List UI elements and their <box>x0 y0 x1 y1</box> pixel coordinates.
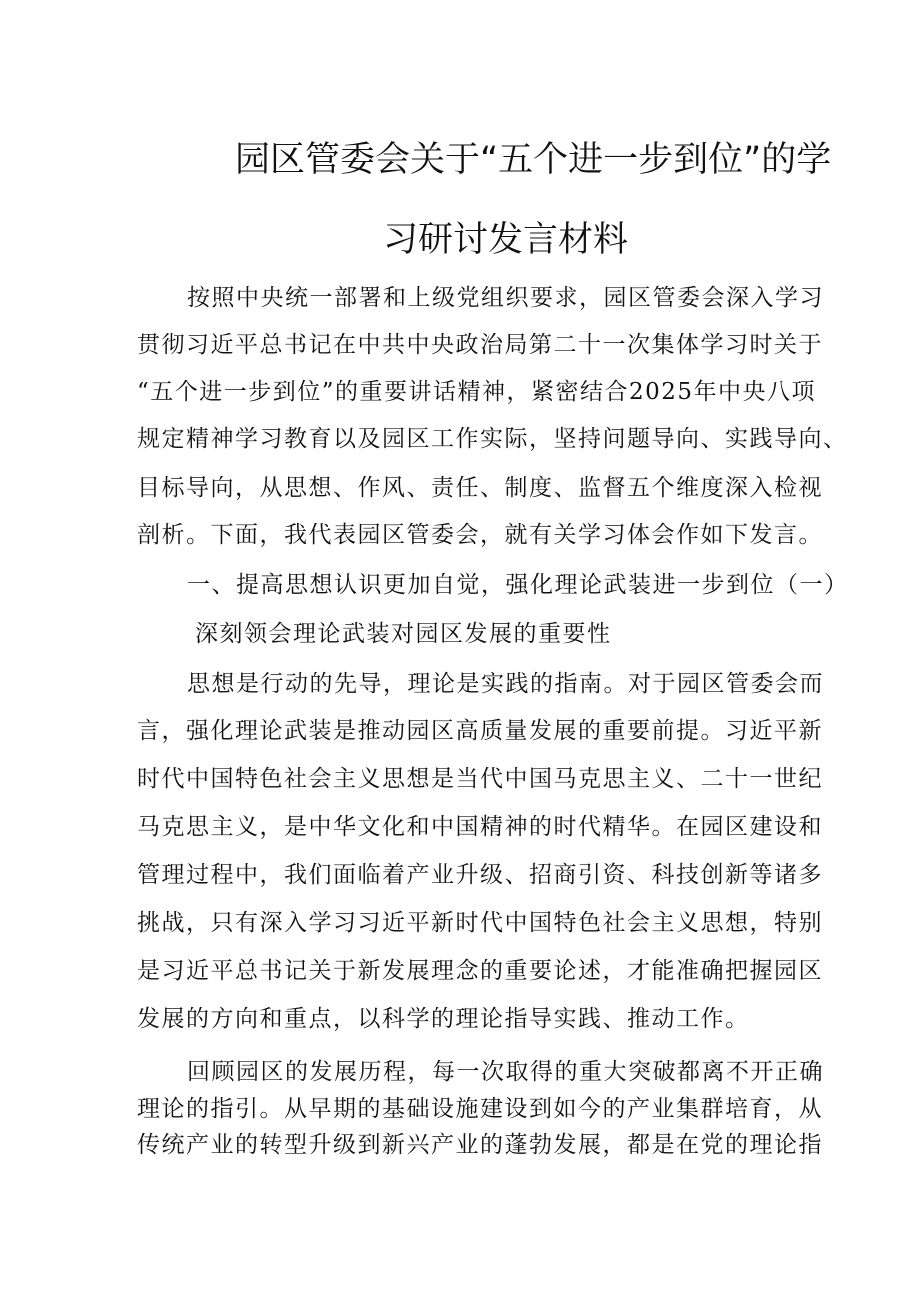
document-title-line-2: 习研讨发言材料 <box>383 220 629 260</box>
body-line-5: 目标导向，从思想、作风、责任、制度、监督五个维度深入检视 <box>137 475 823 501</box>
body-line-6: 剖析。下面，我代表园区管委会，就有关学习体会作如下发言。 <box>137 522 823 548</box>
body-line-9: 时代中国特色社会主义思想是当代中国马克思主义、二十一世纪 <box>137 766 823 792</box>
body-line-2: 贯彻习近平总书记在中共中央政治局第二十一次集体学习时关于 <box>137 332 823 358</box>
body-line-8: 言，强化理论武装是推动园区高质量发展的重要前提。习近平新 <box>137 718 823 744</box>
body-line-11: 管理过程中，我们面临着产业升级、招商引资、科技创新等诸多 <box>137 862 823 888</box>
body-line-1: 按照中央统一部署和上级党组织要求，园区管委会深入学习 <box>187 285 824 311</box>
body-line-3: “五个进一步到位”的重要讲话精神，紧密结合2025年中央八项 <box>137 379 817 405</box>
body-line-10: 马克思主义，是中华文化和中国精神的时代精华。在园区建设和 <box>137 814 823 840</box>
body-line-14: 发展的方向和重点，以科学的理论指导实践、推动工作。 <box>137 1006 750 1032</box>
section-heading-line-2: 深刻领会理论武装对园区发展的重要性 <box>195 621 612 647</box>
body-line-17: 传统产业的转型升级到新兴产业的蓬勃发展，都是在党的理论指 <box>137 1132 823 1158</box>
document-title-line-1: 园区管委会关于“五个进一步到位”的学 <box>235 140 832 180</box>
body-line-16: 理论的指引。从早期的基础设施建设到如今的产业集群培育，从 <box>137 1096 823 1122</box>
body-line-7: 思想是行动的先导，理论是实践的指南。对于园区管委会而 <box>187 671 824 697</box>
section-heading-line-1: 一、提高思想认识更加自觉，强化理论武装进一步到位（一） <box>187 572 849 598</box>
body-line-13: 是习近平总书记关于新发展理念的重要论述，才能准确把握园区 <box>137 958 823 984</box>
body-line-12: 挑战，只有深入学习习近平新时代中国特色社会主义思想，特别 <box>137 910 823 936</box>
body-line-4: 规定精神学习教育以及园区工作实际，坚持问题导向、实践导向、 <box>137 426 848 452</box>
body-line-15: 回顾园区的发展历程，每一次取得的重大突破都离不开正确 <box>187 1059 824 1085</box>
